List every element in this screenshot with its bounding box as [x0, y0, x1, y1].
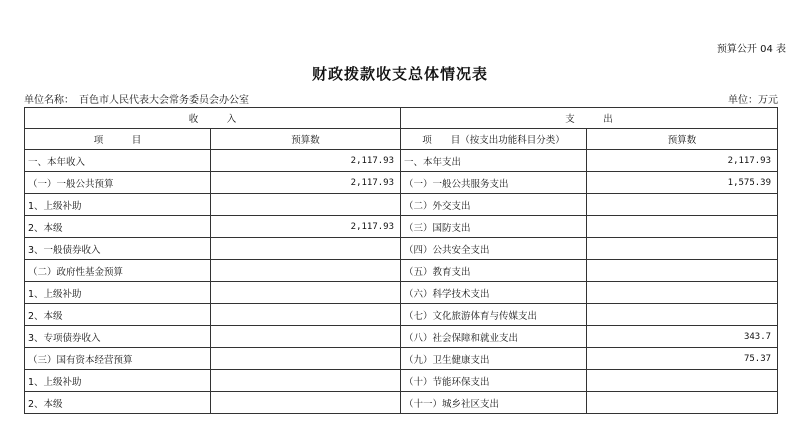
expense-item: （十一）城乡社区支出 [401, 392, 587, 414]
expense-amount: 75.37 [587, 348, 778, 370]
expense-section-header: 支 出 [401, 108, 778, 129]
income-item: （三）国有资本经营预算 [25, 348, 211, 370]
income-item: （二）政府性基金预算 [25, 260, 211, 282]
expense-amount [587, 392, 778, 414]
income-item: 1、上级补助 [25, 194, 211, 216]
income-amount: 2,117.93 [211, 216, 401, 238]
expense-item: 一、本年支出 [401, 150, 587, 172]
expense-item: （五）教育支出 [401, 260, 587, 282]
expense-amount [587, 216, 778, 238]
table-row [25, 304, 778, 326]
income-item: 1、上级补助 [25, 282, 211, 304]
table-subheader-row [25, 129, 778, 150]
expense-item: （八）社会保障和就业支出 [401, 326, 587, 348]
table-row [25, 326, 778, 348]
expense-amount [587, 304, 778, 326]
expense-amount [587, 194, 778, 216]
income-amount [211, 304, 401, 326]
income-amount: 2,117.93 [211, 150, 401, 172]
expense-amount: 2,117.93 [587, 150, 778, 172]
income-section-header: 收 入 [25, 108, 401, 129]
income-item: 一、本年收入 [25, 150, 211, 172]
expense-item: （四）公共安全支出 [401, 238, 587, 260]
income-item: 3、专项债券收入 [25, 326, 211, 348]
table-row [25, 260, 778, 282]
expense-amount [587, 370, 778, 392]
expense-amount: 1,575.39 [587, 172, 778, 194]
income-amount [211, 348, 401, 370]
income-item: 3、一般债券收入 [25, 238, 211, 260]
income-item: 2、本级 [25, 216, 211, 238]
expense-item: （十）节能环保支出 [401, 370, 587, 392]
table-row [25, 194, 778, 216]
table-row [25, 150, 778, 172]
table-row [25, 348, 778, 370]
expense-item: （二）外交支出 [401, 194, 587, 216]
table-row [25, 392, 778, 414]
income-amount-header: 预算数 [211, 129, 401, 150]
expense-amount [587, 282, 778, 304]
table-row [25, 238, 778, 260]
expense-item: （九）卫生健康支出 [401, 348, 587, 370]
expense-item-header: 项 目（按支出功能科目分类） [401, 129, 587, 150]
expense-amount [587, 238, 778, 260]
form-code: 预算公开 04 表 [716, 44, 786, 55]
unit-currency: 单位：万元 [728, 95, 778, 106]
income-amount [211, 326, 401, 348]
income-item-header: 项 目 [25, 129, 211, 150]
expense-item: （三）国防支出 [401, 216, 587, 238]
income-amount [211, 194, 401, 216]
income-item: （一）一般公共预算 [25, 172, 211, 194]
unit-info-row [24, 91, 778, 105]
income-item: 1、上级补助 [25, 370, 211, 392]
income-item: 2、本级 [25, 304, 211, 326]
table-row [25, 282, 778, 304]
expense-item: （七）文化旅游体育与传媒支出 [401, 304, 587, 326]
expense-amount: 343.7 [587, 326, 778, 348]
expense-item: （六）科学技术支出 [401, 282, 587, 304]
table-row [25, 216, 778, 238]
income-amount [211, 282, 401, 304]
income-amount [211, 370, 401, 392]
income-amount: 2,117.93 [211, 172, 401, 194]
income-item: 2、本级 [25, 392, 211, 414]
expense-amount-header: 预算数 [587, 129, 778, 150]
income-amount [211, 260, 401, 282]
table-row [25, 172, 778, 194]
budget-table [24, 107, 778, 414]
table-row [25, 370, 778, 392]
expense-amount [587, 260, 778, 282]
page-title: 财政拨款收支总体情况表 [311, 65, 488, 83]
expense-item: （一）一般公共服务支出 [401, 172, 587, 194]
income-amount [211, 392, 401, 414]
table-header-row [25, 108, 778, 129]
unit-name: 单位名称： 百色市人民代表大会常务委员会办公室 [24, 95, 249, 106]
income-amount [211, 238, 401, 260]
